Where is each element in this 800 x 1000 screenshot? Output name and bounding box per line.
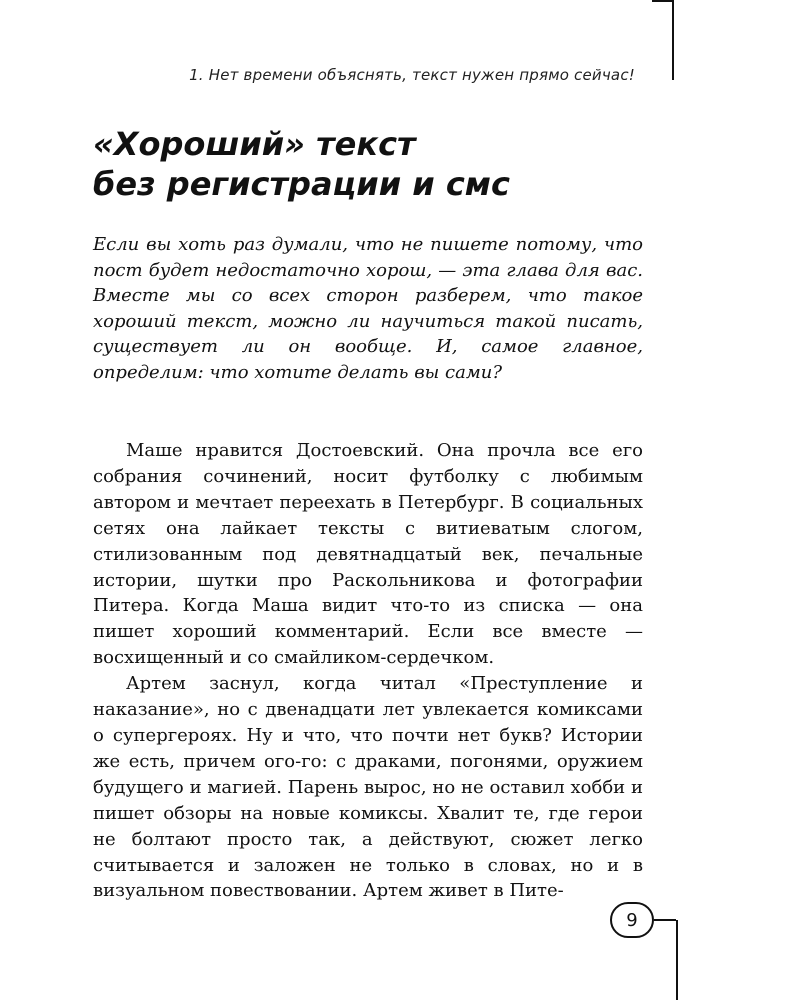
top-edge-line	[672, 0, 674, 80]
body-paragraph: Артем заснул, когда читал «Преступление и наказание», но с двенадцати лет увлекается комиксами о супергероях. Ну и что, что почти нет букв? Истории же есть, причем ого-го: с драками, погонями, оружием будущего и магией. Парень вырос, но не оставил хобби и пишет обзоры на новые комиксы. Хвалит те, где герои не болтают просто так, а действуют, сюжет легко считывается и заложен не только в словах, но и в визуальном повествовании. Артем живет в Пите-	[93, 673, 643, 902]
body-text	[93, 438, 643, 904]
chapter-lede: Если вы хоть раз думали, что не пишете потому, что пост будет недостаточно хорош, — эта глава для вас. Вместе мы со всех сторон разберем, что такое хороший текст, можно ли научиться такой писать, существует ли он вообще. И, самое главное, определим: что хотите делать вы сами?	[93, 234, 643, 383]
chapter-title-line-1: «Хороший» текст	[93, 125, 416, 163]
body-paragraph: Маше нравится Достоевский. Она прочла все его собрания сочинений, носит футболку с любимым автором и мечтает переехать в Петербург. В социальных сетях она лайкает тексты с витиеватым слогом, стилизованным под девятнадцатый век, печальные истории, шутки про Раскольникова и фотографии Питера. Когда Маша видит что-то из списка — она пишет хороший комментарий. Если все вместе — восхищенный и со смайликом-сердечком.	[93, 440, 643, 669]
bottom-edge-tick	[654, 919, 676, 921]
running-head: 1. Нет времени объяснять, текст нужен прямо сейчас!	[189, 66, 635, 84]
top-edge-tick	[652, 0, 672, 2]
chapter-title	[93, 124, 510, 204]
page-number: 9	[610, 902, 654, 938]
chapter-title-line-2: без регистрации и смс	[93, 165, 510, 203]
bottom-edge-line	[676, 920, 678, 1000]
